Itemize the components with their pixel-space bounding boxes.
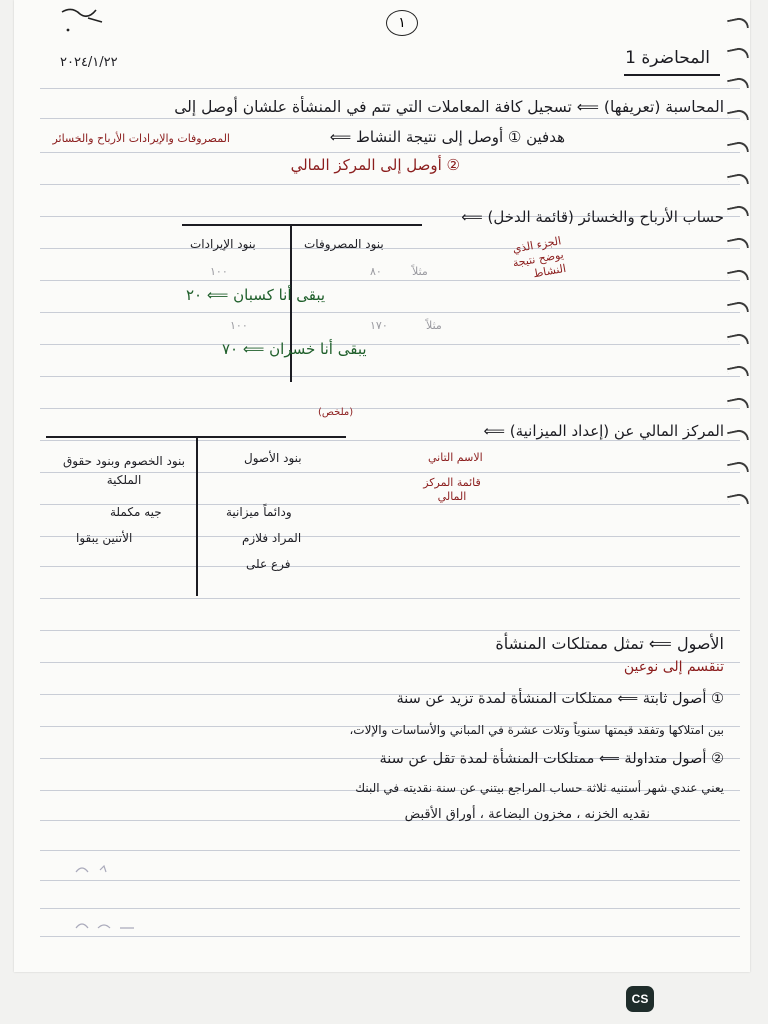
title-underline xyxy=(624,74,720,76)
income-table-top-line xyxy=(182,224,422,226)
example1-label: مثلاً xyxy=(412,265,428,278)
financial-note-right-2: المراد فلازم xyxy=(242,531,302,545)
accounting-goals: هدفين ① أوصل إلى نتيجة النشاط ⟸ xyxy=(329,128,565,146)
page-number: ١ xyxy=(386,10,418,36)
income-header-revenues: بنود الإيرادات xyxy=(190,237,256,251)
accounting-goals-note: المصروفات والإيرادات الأرباح والخسائر xyxy=(52,132,230,145)
financial-header-liabilities: بنود الخصوم وبنود حقوق الملكية xyxy=(62,454,185,488)
income-header-expenses: بنود المصروفات xyxy=(304,237,384,251)
example1-result: يبقى أنا كسبان ⟸ ٢٠ xyxy=(186,286,326,304)
example2-result: يبقى أنا خسران ⟸ ٧٠ xyxy=(222,340,367,358)
financial-note-right-3: فرع على xyxy=(246,557,291,571)
income-table-divider xyxy=(290,226,292,382)
faint-scribble-icon-2 xyxy=(74,918,154,934)
financial-alt-name: الاسم التاني xyxy=(428,451,483,464)
example2-expense: ١٧٠ xyxy=(370,319,388,332)
financial-note-left-1: جيه مكملة xyxy=(110,505,162,519)
date: ٢٠٢٤/١/٢٢ xyxy=(60,55,118,70)
financial-position-title: المركز المالي عن (إعداد الميزانية) ⟸ xyxy=(483,422,724,440)
lecture-title: المحاضرة 1 xyxy=(625,48,710,68)
notebook-page xyxy=(14,0,750,972)
assets-fixed-example: بين امتلاكها وتفقد قيمتها سنوياً وتلات عشرة في المباني والأساسات والإلات، xyxy=(349,723,724,737)
financial-note-right-1: ودائماً ميزانية xyxy=(226,505,292,519)
example2-revenue: ١٠٠ xyxy=(230,319,248,332)
financial-alt-name-2: قائمة المركز المالي xyxy=(423,476,481,504)
assets-fixed: ① أصول ثابتة ⟸ ممتلكات المنشأة لمدة تزيد عن سنة xyxy=(396,691,724,707)
assets-current: ② أصول متداولة ⟸ ممتلكات المنشأة لمدة تقل عن سنة xyxy=(379,751,724,767)
assets-title: الأصول ⟸ تمثل ممتلكات المنشأة xyxy=(495,634,724,653)
faint-scribble-icon xyxy=(74,862,134,878)
financial-title-tag: (ملخص) xyxy=(318,407,354,418)
financial-note-left-2: الأتنين يبقوا xyxy=(76,531,133,545)
example1-expense: ٨٠ xyxy=(370,265,382,278)
assets-split: تنقسم إلى نوعين xyxy=(623,659,724,675)
example1-revenue: ١٠٠ xyxy=(210,265,228,278)
income-statement-title: حساب الأرباح والخسائر (قائمة الدخل) ⟸ xyxy=(461,208,724,226)
financial-header-assets: بنود الأصول xyxy=(244,451,302,465)
camscanner-badge: CS xyxy=(626,986,654,1012)
accounting-definition: المحاسبة (تعريفها) ⟸ تسجيل كافة المعاملات التي تتم في المنشأة علشان أوصل إلى xyxy=(174,98,724,116)
accounting-goal-2: ② أوصل إلى المركز المالي xyxy=(290,156,460,174)
assets-current-example: يعني عندي شهر أستنيه ثلاثة حساب المراجع بيتني عن سنة نقديته في البنك xyxy=(355,781,724,795)
assets-current-example-2: نقديه الخزنه ، مخزون البضاعة ، أوراق الأقبض xyxy=(404,807,650,822)
income-side-note: الجزء الذي يوضح نتيجة النشاط xyxy=(511,234,567,280)
financial-table-divider xyxy=(196,438,198,596)
doodle-icon xyxy=(58,4,118,34)
example2-label: مثلاً xyxy=(426,319,442,332)
